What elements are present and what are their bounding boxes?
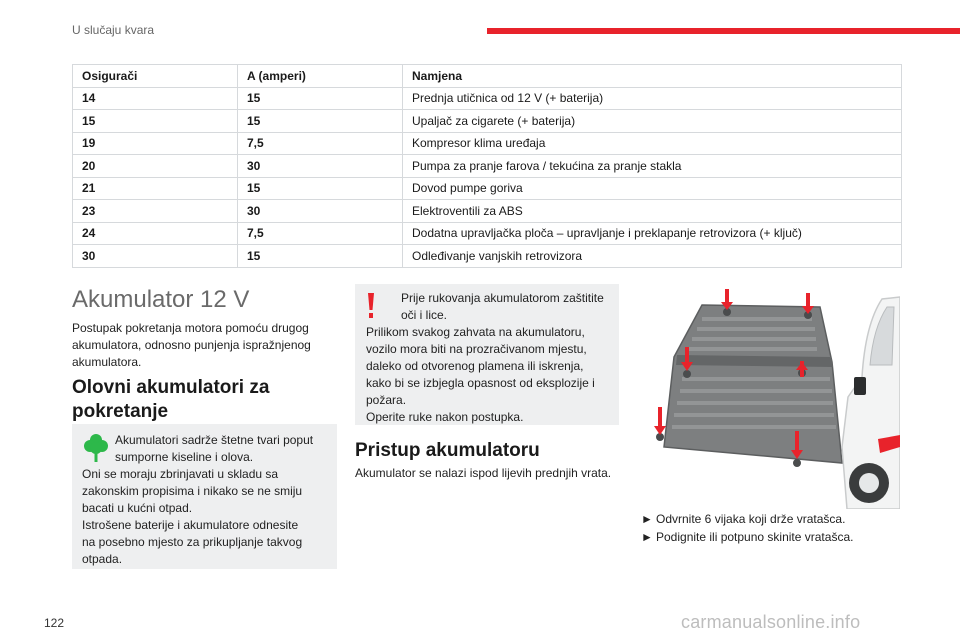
column-header-fuse: Osigurači xyxy=(73,65,238,88)
lead-acid-title xyxy=(72,376,332,424)
intro-line: Postupak pokretanja motora pomoću drugog xyxy=(72,321,309,335)
fuse-purpose: Dodatna upravljačka ploča – upravljanje i preklapanje retrovizora (+ ključ) xyxy=(403,222,902,245)
table-row xyxy=(73,200,902,223)
note-line: otpada. xyxy=(82,552,123,566)
fuse-amperes: 15 xyxy=(238,245,403,268)
fuse-number: 20 xyxy=(73,155,238,178)
fuse-amperes: 30 xyxy=(238,200,403,223)
column-header-purpose: Namjena xyxy=(403,65,902,88)
lead-acid-title-line: Olovni akumulatori za xyxy=(72,377,270,398)
fuse-number: 23 xyxy=(73,200,238,223)
note-line: sumporne kiseline i olova. xyxy=(115,450,254,464)
table-row xyxy=(73,245,902,268)
warning-text xyxy=(366,290,611,426)
page-number: 122 xyxy=(44,616,65,630)
battery-intro xyxy=(72,320,332,371)
table-row xyxy=(73,155,902,178)
table-header-row xyxy=(73,65,902,88)
table-row xyxy=(73,132,902,155)
fuse-number: 24 xyxy=(73,222,238,245)
fuse-amperes: 7,5 xyxy=(238,132,403,155)
fuse-purpose: Dovod pumpe goriva xyxy=(403,177,902,200)
note-line: Oni se moraju zbrinjavati u skladu sa xyxy=(82,467,279,481)
fuse-purpose: Odleđivanje vanjskih retrovizora xyxy=(403,245,902,268)
table-row xyxy=(73,87,902,110)
fuse-amperes: 15 xyxy=(238,177,403,200)
table-row xyxy=(73,110,902,133)
battery-section-title: Akumulator 12 V xyxy=(72,286,250,313)
van-front-illustration xyxy=(842,297,900,509)
fuse-number: 30 xyxy=(73,245,238,268)
fuse-number: 19 xyxy=(73,132,238,155)
step-text: Odvrnite 6 vijaka koji drže vratašca. xyxy=(656,512,846,526)
warning-line: Operite ruke nakon postupka. xyxy=(366,410,524,424)
instruction-step xyxy=(641,512,845,526)
fuse-purpose: Upaljač za cigarete (+ baterija) xyxy=(403,110,902,133)
fuse-number: 21 xyxy=(73,177,238,200)
lead-acid-title-line: pokretanje xyxy=(72,401,169,422)
battery-cover-plate xyxy=(656,305,842,467)
note-line: zakonskim propisima i nikako se ne smiju xyxy=(82,484,303,498)
intro-line: akumulatora, odnosno punjenja ispražnjenog xyxy=(72,338,311,352)
note-line: Akumulatori sadrže štetne tvari poput xyxy=(115,433,314,447)
battery-access-title: Pristup akumulatoru xyxy=(355,440,540,461)
environment-note-text xyxy=(82,432,332,568)
fuse-amperes: 15 xyxy=(238,87,403,110)
warning-line: oči i lice. xyxy=(401,308,448,322)
watermark: carmanualsonline.info xyxy=(681,612,861,632)
warning-line: daleko od otvorenog plamena ili iskrenja, xyxy=(366,359,584,373)
table-row xyxy=(73,222,902,245)
fuse-purpose: Elektroventili za ABS xyxy=(403,200,902,223)
fuse-purpose: Pumpa za pranje farova / tekućina za pranje stakla xyxy=(403,155,902,178)
section-title: U slučaju kvara xyxy=(72,23,155,37)
note-line: na posebno mjesto za prikupljanje takvog xyxy=(82,535,303,549)
fuse-table xyxy=(72,64,902,268)
fuse-purpose: Kompresor klima uređaja xyxy=(403,132,902,155)
fuse-amperes: 7,5 xyxy=(238,222,403,245)
fuse-number: 15 xyxy=(73,110,238,133)
header-accent-bar xyxy=(487,28,960,34)
warning-line: Prije rukovanja akumulatorom zaštitite xyxy=(401,291,604,305)
battery-cover-illustration xyxy=(642,287,900,509)
warning-line: požara. xyxy=(366,393,407,407)
step-arrow-icon: ► xyxy=(641,530,653,544)
warning-line: kako bi se izbjegla opasnost od eksplozije i xyxy=(366,376,595,390)
fuse-amperes: 30 xyxy=(238,155,403,178)
note-line: bacati u kućni otpad. xyxy=(82,501,193,515)
note-line: Istrošene baterije i akumulatore odnesite xyxy=(82,518,299,532)
warning-line: vozilo mora biti na prozračivanom mjestu, xyxy=(366,342,587,356)
fuse-amperes: 15 xyxy=(238,110,403,133)
step-text: Podignite ili potpuno skinite vratašca. xyxy=(656,530,854,544)
battery-access-text: Akumulator se nalazi ispod lijevih prednjih vrata. xyxy=(355,466,612,480)
warning-line: Prilikom svakog zahvata na akumulatoru, xyxy=(366,325,585,339)
intro-line: akumulatora. xyxy=(72,355,142,369)
instruction-step xyxy=(641,530,853,544)
column-header-amperes: A (amperi) xyxy=(238,65,403,88)
table-row xyxy=(73,177,902,200)
fuse-number: 14 xyxy=(73,87,238,110)
step-arrow-icon: ► xyxy=(641,512,653,526)
fuse-purpose: Prednja utičnica od 12 V (+ baterija) xyxy=(403,87,902,110)
